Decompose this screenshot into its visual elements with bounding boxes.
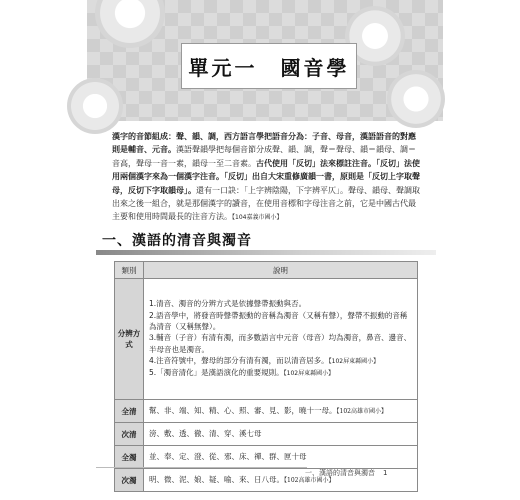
intro-text-b: 漢語聲韻學把每個音節分成聲、韻、調，聲＝聲母、韻＝韻母、調＝音高，聲母一音一素，韻母一至二音素。: [112, 145, 416, 168]
section-heading-text: 一、漢語的清音與濁音: [102, 233, 252, 249]
row-text: 幫、非、端、知、精、心、照、審、見、影，曉十一母。: [149, 405, 337, 415]
intro-paragraph: [112, 130, 422, 225]
exam-tag: 【102屏東縣國小】: [328, 357, 380, 365]
row-description: [144, 446, 418, 469]
clear-voiced-table: [114, 261, 418, 492]
table-row: [115, 279, 418, 400]
decorative-fan-pattern: [67, 78, 123, 134]
table-row: [115, 423, 418, 446]
col-header-description: 說明: [144, 262, 418, 279]
decorative-fan-pattern: [95, 0, 165, 48]
table-row: [115, 400, 418, 423]
list-item: 2.語音學中，將發音時聲帶振動的音稱為濁音（又稱有聲），聲帶不振動的音稱為清音（又稱無聲）。: [149, 310, 408, 332]
intro-text-d: 還有一口訣：「上字辨陰陽，下字辨平仄」。聲母、韻母、聲調取出來之後一組合，就是那個漢字的讀音，在使用音標和字母注音之前，它是中國古代最主要和使用時間最長的注音方法。: [112, 185, 420, 222]
table-header-row: [115, 262, 418, 279]
row-category: 全清: [115, 400, 144, 423]
row-category: 全濁: [115, 446, 144, 469]
row-description: [144, 279, 418, 400]
intro-text-a: 漢字的音節組成：聲、韻、調，西方語言學把語音分為：子音、母音，漢語語音的對應則是輔音、元音。: [112, 132, 416, 155]
running-title: 一、漢語的清音與濁音: [305, 469, 375, 477]
list-item-text: 5.「濁音清化」是漢語演化的重要規則。: [149, 368, 284, 378]
list-item-text: 4.注音符號中，聲母的部分有清有濁，而以清音居多。: [149, 355, 329, 365]
table-row: [115, 446, 418, 469]
list-item-4: [149, 355, 412, 367]
row-description: [144, 423, 418, 446]
list-item: 1.清音、濁音的分辨方式是依據聲帶振動與否。: [149, 299, 307, 309]
exam-tag: 【102高雄市國小】: [336, 407, 387, 415]
row-text: 明、微、泥、娘、疑、喻、來、日八母。: [149, 474, 284, 484]
section-heading: [96, 228, 436, 256]
row-category: 分辨方式: [115, 279, 144, 400]
exam-tag: 【102屏東縣國小】: [283, 370, 335, 378]
unit-title-box: [181, 43, 357, 89]
page-number: 1: [383, 469, 388, 477]
decorative-fan-pattern: [387, 70, 445, 128]
section-underline-bar: [96, 250, 436, 255]
row-category: 次清: [115, 423, 144, 446]
unit-title: 單元一 國音學: [188, 55, 350, 80]
row-category: 次濁: [115, 469, 144, 492]
list-item-5: [149, 367, 412, 379]
intro-text-c: 古代使用「反切」法來標註注音。「反切」法使用兩個漢字來為一個漢字注音。「反切」出自大宋重修廣韻一書，原則是「反切上字取聲母，反切下字取韻母」。: [112, 158, 420, 195]
page-footer: [305, 468, 387, 478]
exam-tag: 【102高雄市國小】: [284, 476, 335, 484]
list-item: 3.輔音（子音）有清有濁，而多數語言中元音（母音）均為濁音，鼻音、邊音、半母音也是濁音。: [149, 333, 412, 354]
row-text: 滂、敷、透、徹、清、穿、溪七母: [149, 429, 262, 439]
footer-rule: [96, 467, 307, 468]
exam-tag: 【104嘉義市國小】: [232, 214, 283, 222]
row-description: [144, 400, 418, 423]
row-text: 並、奉、定、澄、從、邪、床、禪、群、匣十母: [149, 452, 307, 462]
col-header-category: 類別: [115, 262, 144, 279]
